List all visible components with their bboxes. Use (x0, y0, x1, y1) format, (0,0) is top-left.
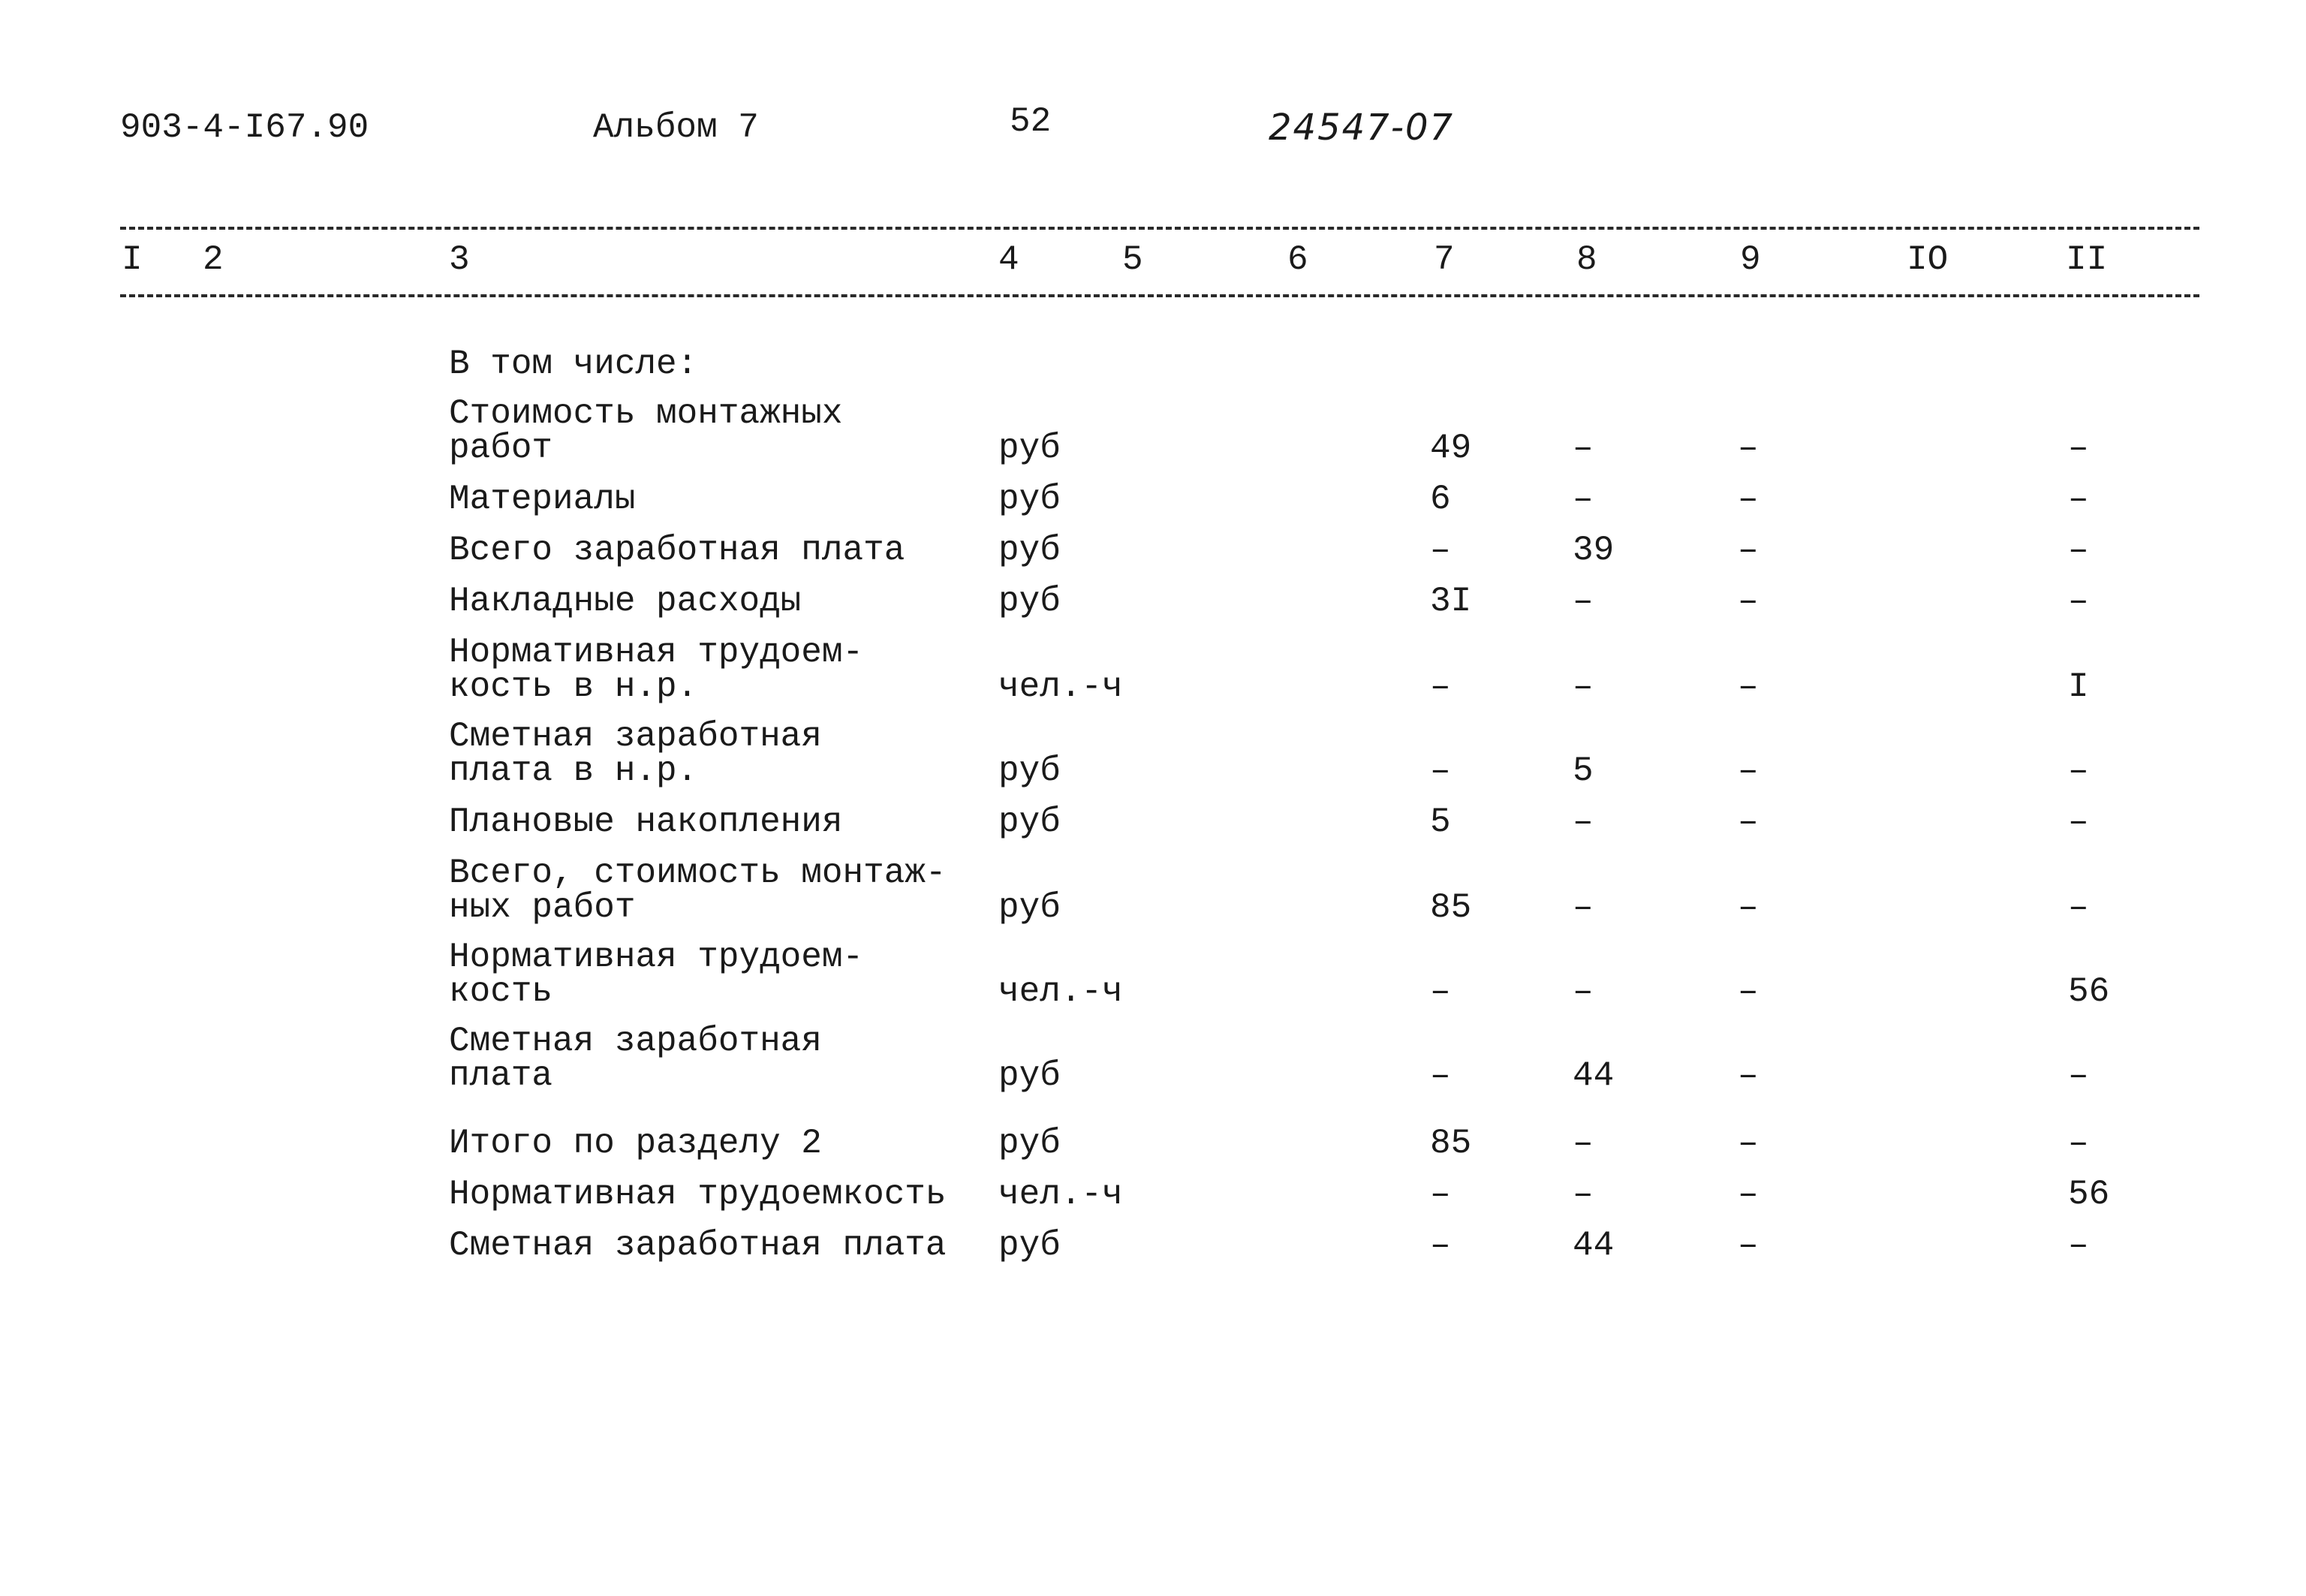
row-description: Нормативная трудоем- (449, 633, 864, 672)
row-description: работ (449, 429, 553, 468)
row-col7-value: 6 (1430, 480, 1451, 519)
row-description: Всего заработная плата (449, 531, 905, 570)
row-col7-value: 85 (1430, 1124, 1472, 1163)
row-unit: руб (998, 803, 1061, 842)
row-col7-value: – (1430, 1056, 1451, 1095)
row-unit: руб (998, 1226, 1061, 1265)
row-col7-value: – (1430, 1226, 1451, 1265)
row-col9-value: – (1738, 751, 1759, 790)
column-number: 3 (449, 240, 470, 279)
row-unit: руб (998, 888, 1061, 927)
row-col9-value: – (1738, 1124, 1759, 1163)
page-number: 52 (1010, 102, 1052, 141)
row-col8-value: – (1573, 429, 1594, 468)
column-number: 8 (1576, 240, 1597, 279)
row-description: Нормативная трудоемкость (449, 1175, 947, 1214)
row-col9-value: – (1738, 803, 1759, 842)
row-col8-value: 44 (1573, 1056, 1615, 1095)
row-description: ных работ (449, 888, 636, 927)
row-unit: руб (998, 582, 1061, 621)
row-description: Сметная заработная (449, 717, 822, 756)
row-col7-value: 5 (1430, 803, 1451, 842)
row-col8-value: 44 (1573, 1226, 1615, 1265)
row-col9-value: – (1738, 888, 1759, 927)
row-col11-value: 56 (2068, 1175, 2110, 1214)
row-unit: чел.-ч (998, 972, 1123, 1011)
row-col11-value: – (2068, 803, 2089, 842)
row-description: Итого по разделу 2 (449, 1124, 822, 1163)
row-col9-value: – (1738, 1175, 1759, 1214)
row-col9-value: – (1738, 972, 1759, 1011)
row-col8-value: – (1573, 1175, 1594, 1214)
row-col11-value: – (2068, 1056, 2089, 1095)
row-col7-value: – (1430, 667, 1451, 706)
table-top-rule (120, 227, 2199, 230)
column-number: IO (1907, 240, 1949, 279)
row-description: Стоимость монтажных (449, 394, 843, 433)
row-description: кость в н.р. (449, 667, 698, 706)
table-header-rule (120, 294, 2199, 297)
column-number: II (2066, 240, 2108, 279)
row-description: плата (449, 1056, 553, 1095)
row-col11-value: I (2068, 667, 2089, 706)
row-unit: руб (998, 1124, 1061, 1163)
row-col11-value: – (2068, 888, 2089, 927)
row-col9-value: – (1738, 429, 1759, 468)
row-col9-value: – (1738, 531, 1759, 570)
row-col9-value: – (1738, 480, 1759, 519)
row-col7-value: 85 (1430, 888, 1472, 927)
column-number: 9 (1740, 240, 1761, 279)
row-unit: руб (998, 1056, 1061, 1095)
row-unit: руб (998, 531, 1061, 570)
row-col8-value: – (1573, 667, 1594, 706)
row-description: Плановые накопления (449, 803, 843, 842)
row-description: плата в н.р. (449, 751, 698, 790)
row-col9-value: – (1738, 1056, 1759, 1095)
album-label: Альбом 7 (593, 108, 759, 147)
row-unit: чел.-ч (998, 1175, 1123, 1214)
row-col7-value: – (1430, 1175, 1451, 1214)
column-number: 5 (1122, 240, 1143, 279)
column-number: 6 (1287, 240, 1308, 279)
row-description: Сметная заработная плата (449, 1226, 947, 1265)
row-unit: руб (998, 751, 1061, 790)
row-col8-value: – (1573, 480, 1594, 519)
row-description: Накладные расходы (449, 582, 802, 621)
row-col8-value: 5 (1573, 751, 1594, 790)
row-col7-value: – (1430, 531, 1451, 570)
column-number: 7 (1434, 240, 1455, 279)
row-col11-value: – (2068, 480, 2089, 519)
row-col9-value: – (1738, 582, 1759, 621)
column-number: 2 (203, 240, 224, 279)
row-description: кость (449, 972, 553, 1011)
row-col11-value: – (2068, 1124, 2089, 1163)
row-description: Сметная заработная (449, 1022, 822, 1061)
row-col8-value: – (1573, 803, 1594, 842)
row-description: Нормативная трудоем- (449, 938, 864, 977)
row-col11-value: 56 (2068, 972, 2110, 1011)
row-col11-value: – (2068, 429, 2089, 468)
row-col11-value: – (2068, 751, 2089, 790)
row-col9-value: – (1738, 667, 1759, 706)
row-unit: руб (998, 429, 1061, 468)
column-number: I (122, 240, 143, 279)
row-col11-value: – (2068, 582, 2089, 621)
row-col8-value: – (1573, 1124, 1594, 1163)
row-description: Всего, стоимость монтаж- (449, 854, 947, 893)
row-col8-value: – (1573, 972, 1594, 1011)
document-code: 903-4-І67.90 (120, 108, 369, 147)
row-col8-value: – (1573, 888, 1594, 927)
row-description: Материалы (449, 480, 636, 519)
row-col7-value: – (1430, 751, 1451, 790)
row-col8-value: – (1573, 582, 1594, 621)
row-unit: руб (998, 480, 1061, 519)
column-number: 4 (998, 240, 1019, 279)
row-col7-value: 49 (1430, 429, 1472, 468)
inventory-number: 24547-07 (1269, 107, 1455, 149)
row-col8-value: 39 (1573, 531, 1615, 570)
row-unit: чел.-ч (998, 667, 1123, 706)
row-col11-value: – (2068, 1226, 2089, 1265)
row-col9-value: – (1738, 1226, 1759, 1265)
table-subheading: В том числе: (449, 345, 698, 384)
row-col7-value: 3I (1430, 582, 1472, 621)
row-col11-value: – (2068, 531, 2089, 570)
row-col7-value: – (1430, 972, 1451, 1011)
